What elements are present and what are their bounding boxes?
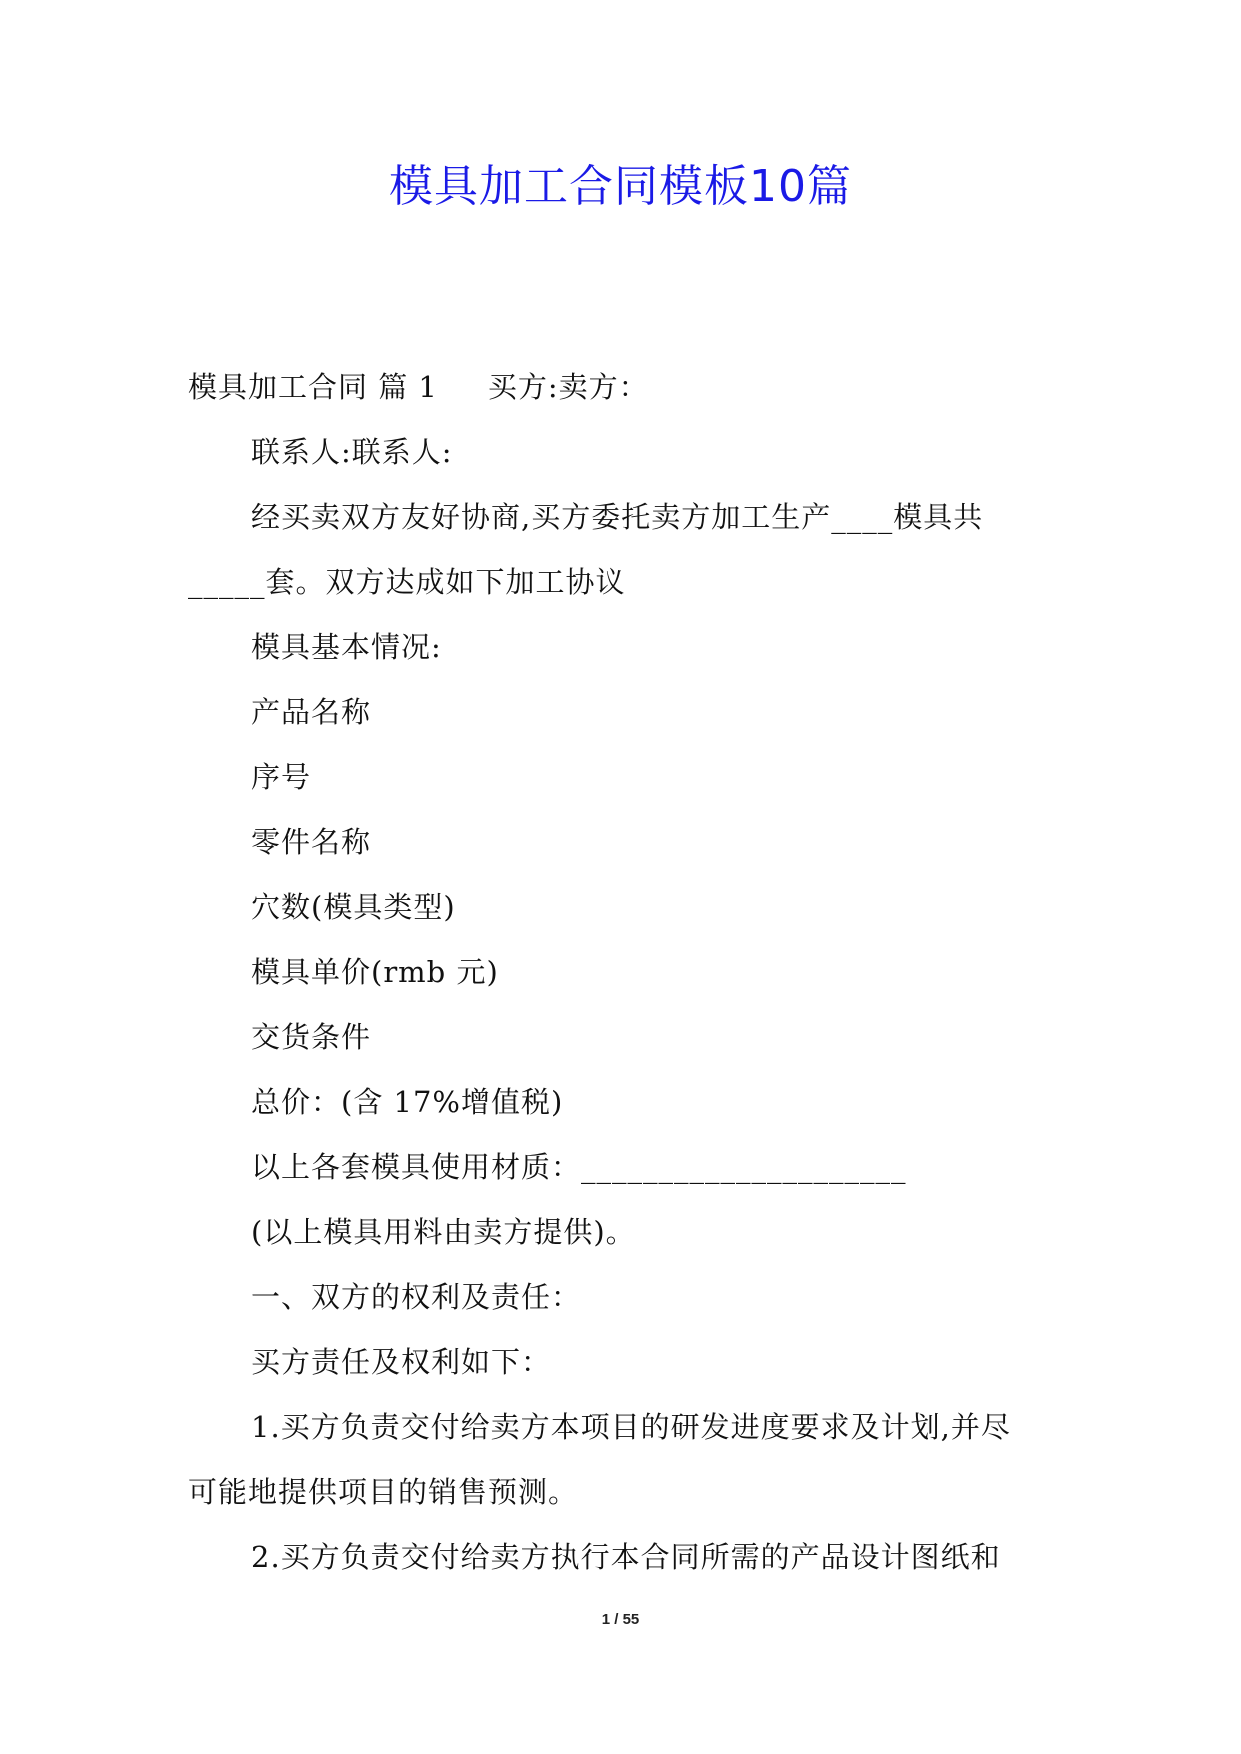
paragraph-line: 总价：(含 17%增值税) — [251, 1085, 564, 1119]
paragraph-line: 零件名称 — [251, 825, 372, 859]
page-number: 1 / 55 — [601, 1611, 640, 1628]
paragraph-line: _____套。双方达成如下加工协议 — [188, 565, 626, 599]
document-body — [188, 355, 1058, 1590]
paragraph-line: 经买卖双方友好协商,买方委托卖方加工生产____模具共 — [251, 500, 984, 534]
contract-heading: 模具加工合同 篇 1 — [188, 370, 438, 404]
buyer-seller-label: 买方:卖方： — [487, 370, 649, 404]
paragraph-line: 1.买方负责交付给卖方本项目的研发进度要求及计划,并尽 — [251, 1410, 1011, 1444]
document-title: 模具加工合同模板10篇 — [389, 161, 852, 212]
paragraph-line: (以上模具用料由卖方提供)。 — [251, 1215, 636, 1249]
paragraph-line: 交货条件 — [251, 1020, 372, 1054]
paragraph-line: 2.买方负责交付给卖方执行本合同所需的产品设计图纸和 — [251, 1540, 1001, 1574]
paragraph-line: 买方责任及权利如下： — [251, 1345, 552, 1379]
paragraph-line — [188, 355, 1058, 420]
paragraph-line: 产品名称 — [251, 695, 372, 729]
paragraph-line: 可能地提供项目的销售预测。 — [188, 1475, 579, 1509]
paragraph-line: 一、双方的权利及责任： — [251, 1280, 582, 1314]
paragraph-line: 穴数(模具类型) — [251, 890, 456, 924]
paragraph-line: 以上各套模具使用材质：_____________________ — [251, 1150, 907, 1184]
paragraph-line: 模具基本情况: — [251, 630, 442, 664]
paragraph-line: 模具单价(rmb 元) — [251, 955, 499, 989]
paragraph-line: 联系人:联系人: — [251, 435, 453, 469]
paragraph-line: 序号 — [251, 760, 312, 794]
